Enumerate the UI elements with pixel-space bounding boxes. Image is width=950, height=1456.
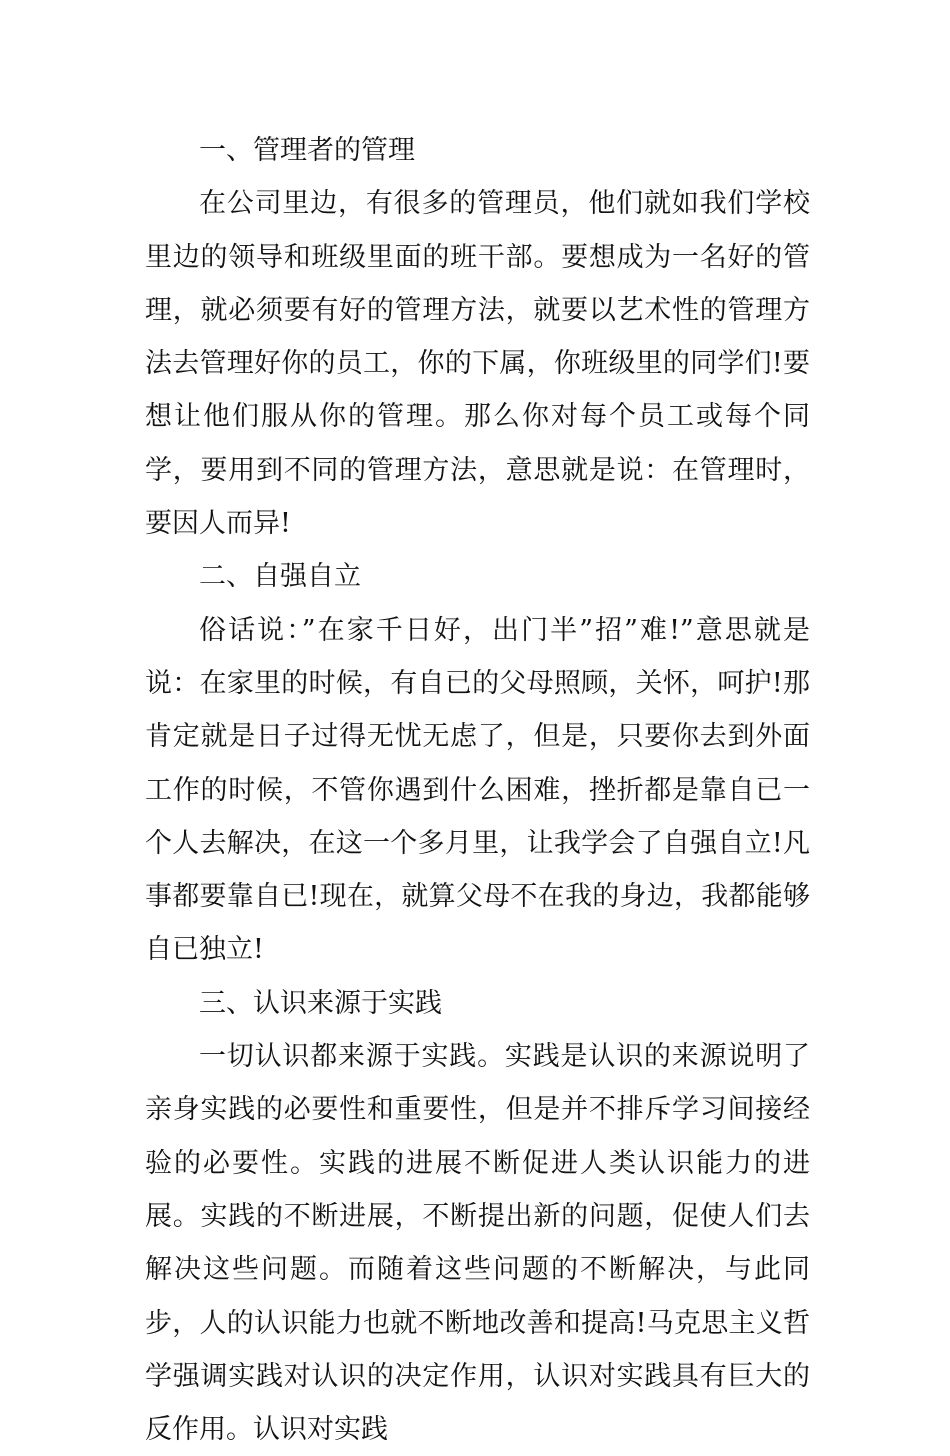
paragraph-practice: 一切认识都来源于实践。实践是认识的来源说明了亲身实践的必要性和重要性，但是并不排斥学习间接经验的必要性。实践的进展不断促进人类认识能力的进展。实践的不断进展，不断提出新的问题，促使人们去解决这些问题。而随着这些问题的不断解决，与此同步，人的认识能力也就不断地改善和提高!马克思主义哲学强调实践对认识的决定作用，认识对实践具有巨大的反作用。认识对实践	[145, 1041, 810, 1446]
paragraph-management: 在公司里边，有很多的管理员，他们就如我们学校里边的领导和班级里面的班干部。要想成为一名好的管理，就必须要有好的管理方法，就要以艺术性的管理方法去管理好你的员工，你的下属，你班级里的同学们!要想让他们服从你的管理。那么你对每个员工或每个同学，要用到不同的管理方法，意思就是说：在管理时，要因人而异!	[145, 188, 810, 540]
document-body	[145, 124, 810, 1456]
section-heading-management: 一、管理者的管理	[199, 135, 415, 166]
paragraph-self-reliance: 俗话说：”在家千日好，出门半”招”难!”意思就是说：在家里的时候，有自已的父母照顾，关怀，呵护!那肯定就是日子过得无忧无虑了，但是，只要你去到外面工作的时候，不管你遇到什么困难，挫折都是靠自已一个人去解决，在这一个多月里，让我学会了自强自立!凡事都要靠自已!现在，就算父母不在我的身边，我都能够自已独立!	[145, 614, 810, 966]
section-heading-practice: 三、认识来源于实践	[199, 987, 442, 1019]
section-heading-self-reliance: 二、自强自立	[199, 561, 361, 593]
